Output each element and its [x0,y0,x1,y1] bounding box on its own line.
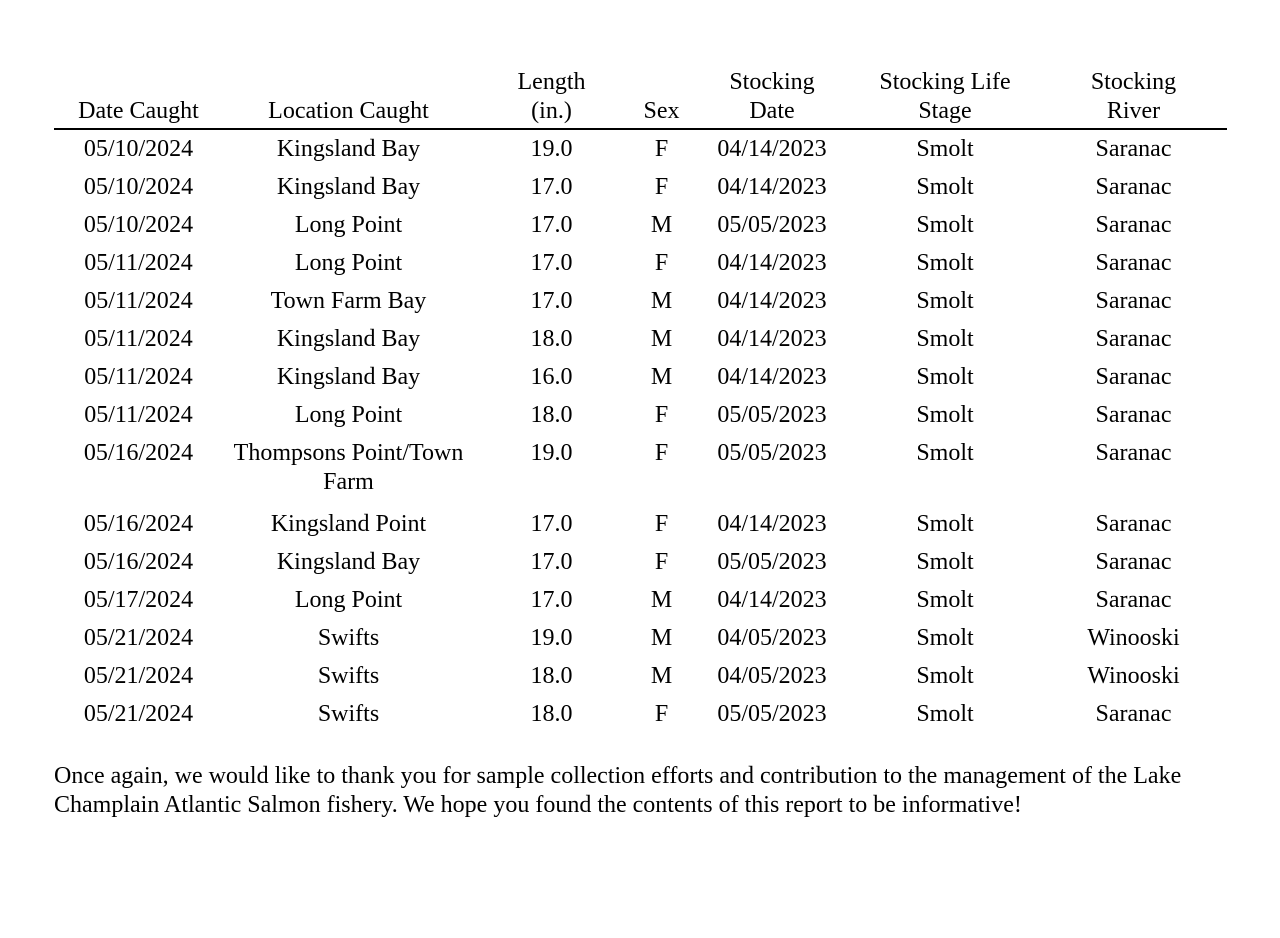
table-row [54,321,1227,359]
cell-stocking-river: Saranac [1095,364,1172,390]
table-row [54,359,1227,397]
cell-sex: F [654,701,669,727]
cell-stocking-river: Saranac [1095,212,1172,238]
cell-date-caught: 05/17/2024 [83,587,194,613]
cell-length: 17.0 [530,511,573,537]
cell-stocking-date: 05/05/2023 [717,549,827,575]
cell-sex: M [650,326,673,352]
cell-stocking-life-stage: Smolt [916,212,974,238]
cell-date-caught: 05/21/2024 [83,663,194,689]
cell-location-caught: Town Farm Bay [270,288,427,314]
cell-stocking-date: 04/14/2023 [717,587,827,613]
header-location-caught: Location Caught [223,68,474,129]
cell-stocking-life-stage: Smolt [916,364,974,390]
cell-stocking-life-stage: Smolt [916,326,974,352]
header-sex: Sex [629,68,694,129]
cell-length: 18.0 [530,701,573,727]
cell-location-caught: Long Point [294,250,403,276]
cell-stocking-life-stage: Smolt [916,701,974,727]
cell-sex: F [654,549,669,575]
cell-sex: M [650,663,673,689]
report-page [54,68,1227,844]
cell-location-caught: Kingsland Bay [276,364,421,390]
table-row [54,506,1227,544]
table-row [54,435,1227,506]
cell-sex: F [654,402,669,428]
cell-length: 19.0 [530,440,573,466]
cell-stocking-date: 04/14/2023 [717,136,827,162]
table-row [54,129,1227,169]
table-row [54,544,1227,582]
cell-date-caught: 05/11/2024 [84,364,193,390]
cell-stocking-date: 04/14/2023 [717,364,827,390]
cell-stocking-life-stage: Smolt [916,174,974,200]
cell-stocking-life-stage: Smolt [916,511,974,537]
cell-stocking-date: 05/05/2023 [717,212,827,238]
cell-stocking-date: 04/05/2023 [717,625,827,651]
cell-stocking-river: Winooski [1087,625,1180,651]
cell-stocking-life-stage: Smolt [916,250,974,276]
cell-stocking-life-stage: Smolt [916,440,974,466]
cell-sex: F [654,250,669,276]
cell-stocking-river: Saranac [1095,288,1172,314]
cell-length: 17.0 [530,587,573,613]
cell-date-caught: 05/10/2024 [83,174,194,200]
table-row [54,207,1227,245]
cell-stocking-river: Saranac [1095,326,1172,352]
cell-sex: M [650,212,673,238]
cell-stocking-river: Saranac [1095,549,1172,575]
cell-date-caught: 05/16/2024 [83,549,194,575]
header-stocking-river: Stocking River [1040,68,1227,129]
table-row [54,283,1227,321]
cell-location-caught: Kingsland Bay [276,174,421,200]
cell-stocking-date: 04/05/2023 [717,663,827,689]
header-date-caught: Date Caught [54,68,223,129]
cell-location-caught: Kingsland Point [270,511,427,537]
cell-stocking-river: Saranac [1095,587,1172,613]
cell-stocking-river: Saranac [1095,174,1172,200]
cell-length: 17.0 [530,288,573,314]
cell-stocking-life-stage: Smolt [916,663,974,689]
table-row [54,169,1227,207]
cell-date-caught: 05/11/2024 [84,402,193,428]
cell-sex: F [654,174,669,200]
cell-stocking-life-stage: Smolt [916,625,974,651]
cell-sex: F [654,440,669,466]
cell-stocking-life-stage: Smolt [916,288,974,314]
cell-location-caught: Swifts [317,625,380,651]
cell-stocking-date: 05/05/2023 [717,701,827,727]
cell-length: 17.0 [530,250,573,276]
cell-location-caught: Long Point [294,212,403,238]
cell-stocking-life-stage: Smolt [916,549,974,575]
cell-location-caught: Thompsons Point/Town Farm [233,440,464,495]
cell-stocking-date: 04/14/2023 [717,250,827,276]
cell-sex: M [650,625,673,651]
cell-date-caught: 05/11/2024 [84,250,193,276]
cell-stocking-river: Saranac [1095,136,1172,162]
table-row [54,397,1227,435]
cell-stocking-life-stage: Smolt [916,587,974,613]
cell-sex: M [650,587,673,613]
cell-stocking-life-stage: Smolt [916,136,974,162]
cell-date-caught: 05/11/2024 [84,288,193,314]
table-header-row [54,68,1227,129]
cell-stocking-river: Winooski [1087,663,1180,689]
cell-location-caught: Swifts [317,701,380,727]
cell-length: 16.0 [530,364,573,390]
salmon-catch-table [54,68,1227,734]
cell-location-caught: Long Point [294,402,403,428]
cell-date-caught: 05/21/2024 [83,625,194,651]
cell-location-caught: Kingsland Bay [276,549,421,575]
header-length: Length (in.) [474,68,629,129]
table-row [54,245,1227,283]
cell-sex: F [654,511,669,537]
cell-length: 18.0 [530,402,573,428]
cell-date-caught: 05/10/2024 [83,136,194,162]
cell-stocking-life-stage: Smolt [916,402,974,428]
cell-stocking-river: Saranac [1095,250,1172,276]
cell-sex: M [650,288,673,314]
table-row [54,582,1227,620]
table-body [54,129,1227,734]
header-stocking-date: Stocking Date [694,68,850,129]
cell-date-caught: 05/16/2024 [83,440,194,466]
cell-length: 18.0 [530,326,573,352]
cell-date-caught: 05/11/2024 [84,326,193,352]
cell-length: 17.0 [530,212,573,238]
cell-stocking-date: 04/14/2023 [717,511,827,537]
cell-stocking-river: Saranac [1095,701,1172,727]
cell-stocking-date: 04/14/2023 [717,174,827,200]
cell-sex: M [650,364,673,390]
cell-stocking-date: 05/05/2023 [717,402,827,428]
cell-length: 19.0 [530,136,573,162]
cell-stocking-river: Saranac [1095,402,1172,428]
closing-paragraph: Once again, we would like to thank you for sample collection efforts and contribution to the management of the Lake Champlain Atlantic Salmon fishery. We hope you found the contents of this report to be informative! [54,763,1182,818]
cell-date-caught: 05/16/2024 [83,511,194,537]
cell-location-caught: Long Point [294,587,403,613]
cell-stocking-date: 05/05/2023 [717,440,827,466]
table-row [54,658,1227,696]
cell-location-caught: Kingsland Bay [276,136,421,162]
cell-date-caught: 05/21/2024 [83,701,194,727]
cell-location-caught: Swifts [317,663,380,689]
cell-stocking-date: 04/14/2023 [717,288,827,314]
cell-stocking-river: Saranac [1095,511,1172,537]
cell-length: 17.0 [530,549,573,575]
cell-date-caught: 05/10/2024 [83,212,194,238]
table-row [54,620,1227,658]
cell-length: 17.0 [530,174,573,200]
cell-location-caught: Kingsland Bay [276,326,421,352]
cell-length: 18.0 [530,663,573,689]
cell-length: 19.0 [530,625,573,651]
cell-stocking-river: Saranac [1095,440,1172,466]
table-row [54,696,1227,734]
header-stocking-life-stage: Stocking Life Stage [850,68,1040,129]
cell-sex: F [654,136,669,162]
cell-stocking-date: 04/14/2023 [717,326,827,352]
